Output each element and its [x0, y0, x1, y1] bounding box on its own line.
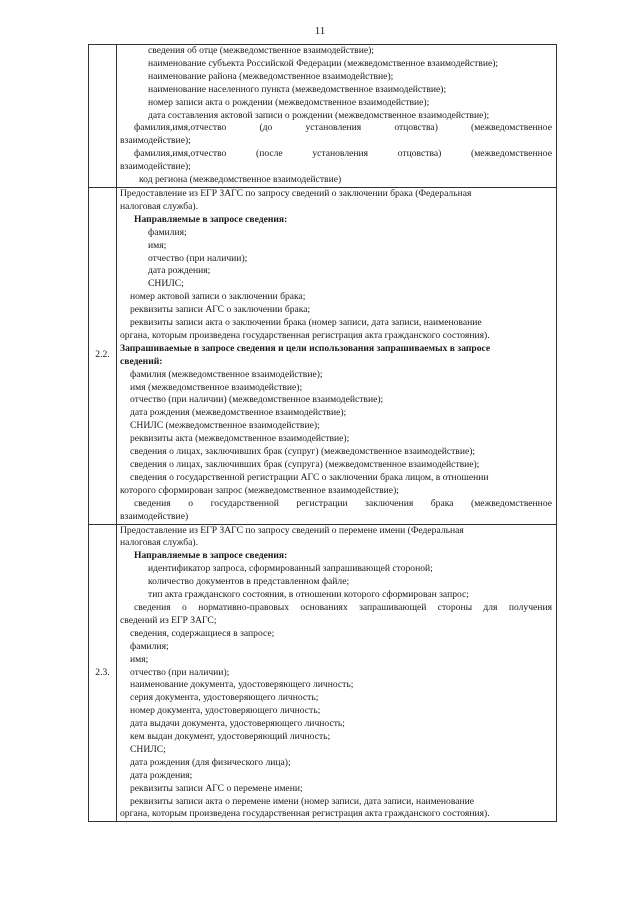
list-item: наименование района (межведомственное взаимодействие);	[148, 70, 394, 82]
section-heading: Запрашиваемые в запросе сведения и цели использования запрашиваемых в запросе	[120, 342, 491, 354]
list-item-continuation: взаимодействие);	[120, 135, 191, 147]
list-item: дата выдачи документа, удостоверяющего личность;	[130, 718, 345, 730]
row-title-continuation: налоговая служба).	[120, 537, 198, 549]
list-item: кем выдан документ, удостоверяющий личность;	[130, 731, 331, 743]
list-item: номер записи акта о рождении (межведомственное взаимодействие);	[148, 96, 430, 108]
section-heading: Направляемые в запросе сведения:	[134, 550, 288, 562]
row-number-cell	[89, 45, 117, 188]
list-item: серия документа, удостоверяющего личность;	[130, 692, 319, 704]
list-item: дата рождения (межведомственное взаимодействие);	[130, 407, 347, 419]
list-item: наименование документа, удостоверяющего личность;	[130, 679, 354, 691]
list-item: СНИЛС;	[148, 278, 184, 290]
list-item: сведения о лицах, заключивших брак (супруг) (межведомственное взаимодействие);	[130, 446, 476, 458]
row-number: 2.2.	[95, 349, 110, 361]
list-item: идентификатор запроса, сформированный запрашивающей стороной;	[148, 563, 433, 575]
section-heading: Направляемые в запросе сведения:	[134, 213, 288, 225]
list-item: номер документа, удостоверяющего личность;	[130, 705, 321, 717]
list-item: имя;	[130, 653, 149, 665]
list-item: фамилия,имя,отчество (до установления отцовства) (межведомственное	[134, 122, 552, 134]
list-item: сведения об отце (межведомственное взаимодействие);	[148, 45, 374, 56]
list-item: отчество (при наличии) (межведомственное взаимодействие);	[130, 394, 384, 406]
list-item: количество документов в представленном файле;	[148, 576, 350, 588]
list-item: имя;	[148, 239, 167, 251]
row-content-cell	[117, 524, 557, 822]
row-number: 2.3.	[95, 666, 110, 678]
list-item: реквизиты записи АГС о заключении брака;	[130, 304, 311, 316]
list-item: фамилия;	[148, 226, 187, 238]
list-item: номер актовой записи о заключении брака;	[130, 291, 306, 303]
list-item: реквизиты записи АГС о перемене имени;	[130, 782, 303, 794]
section-heading-continuation: сведений:	[120, 355, 163, 367]
list-item: дата рождения;	[148, 265, 211, 277]
row-content-cell	[117, 187, 557, 524]
list-item: СНИЛС;	[130, 743, 166, 755]
table-row-2-2	[89, 187, 557, 524]
list-item-continuation: органа, которым произведена государственная регистрация акта гражданского состояния).	[120, 808, 490, 820]
list-item: сведения о государственной регистрации заключения брака (межведомственное	[134, 497, 552, 509]
list-item: дата рождения (для физического лица);	[130, 756, 291, 768]
row-number-cell	[89, 187, 117, 524]
row-content-cell	[117, 45, 557, 188]
list-item: фамилия (межведомственное взаимодействие);	[130, 368, 323, 380]
list-item: отчество (при наличии);	[130, 666, 230, 678]
page-number: 11	[314, 25, 326, 37]
list-item: наименование населенного пункта (межведомственное взаимодействие);	[148, 83, 447, 95]
list-item: дата рождения;	[130, 769, 193, 781]
list-item-continuation: которого сформирован запрос (межведомственное взаимодействие);	[120, 484, 399, 496]
list-item: имя (межведомственное взаимодействие);	[130, 381, 303, 393]
list-item-continuation: органа, которым произведена государственная регистрация акта гражданского состояния).	[120, 329, 490, 341]
list-item: код региона (межведомственное взаимодействие)	[139, 174, 342, 186]
list-item-continuation: взаимодействие)	[120, 510, 189, 522]
list-item: реквизиты акта (межведомственное взаимодействие);	[130, 433, 350, 445]
table-row-2-3	[89, 524, 557, 822]
list-item: наименование субъекта Российской Федерации (межведомственное взаимодействие);	[148, 57, 499, 69]
list-item: реквизиты записи акта о заключении брака (номер записи, дата записи, наименование	[130, 317, 482, 329]
row-title-continuation: налоговая служба).	[120, 200, 198, 212]
row-title: Предоставление из ЕГР ЗАГС по запросу сведений о заключении брака (Федеральная	[120, 187, 472, 199]
row-number-cell	[89, 524, 117, 822]
list-item: тип акта гражданского состояния, в отношении которого сформирован запрос;	[148, 589, 469, 601]
list-item: дата составления актовой записи о рождении (межведомственное взаимодействие);	[148, 109, 490, 121]
list-item-continuation: взаимодействие);	[120, 161, 191, 173]
list-item: фамилия,имя,отчество (после установления отцовства) (межведомственное	[134, 148, 552, 160]
list-item: сведения о государственной регистрации АГС о заключении брака лицом, в отношении	[130, 471, 489, 483]
list-item: сведения о лицах, заключивших брак (супруга) (межведомственное взаимодействие);	[130, 459, 480, 470]
list-item-continuation: сведений из ЕГР ЗАГС;	[120, 614, 217, 626]
list-item: реквизиты записи акта о перемене имени (номер записи, дата записи, наименование	[130, 795, 475, 807]
list-item: сведения, содержащиеся в запросе;	[130, 627, 275, 639]
list-item: СНИЛС (межведомственное взаимодействие);	[130, 420, 320, 432]
list-item: сведения о нормативно-правовых основаниях запрашивающей стороны для получения	[134, 601, 552, 613]
list-item: отчество (при наличии);	[148, 252, 248, 264]
table-row-continued	[89, 45, 557, 188]
row-title: Предоставление из ЕГР ЗАГС по запросу сведений о перемене имени (Федеральная	[120, 524, 464, 536]
list-item: фамилия;	[130, 640, 169, 652]
services-table	[88, 44, 557, 822]
